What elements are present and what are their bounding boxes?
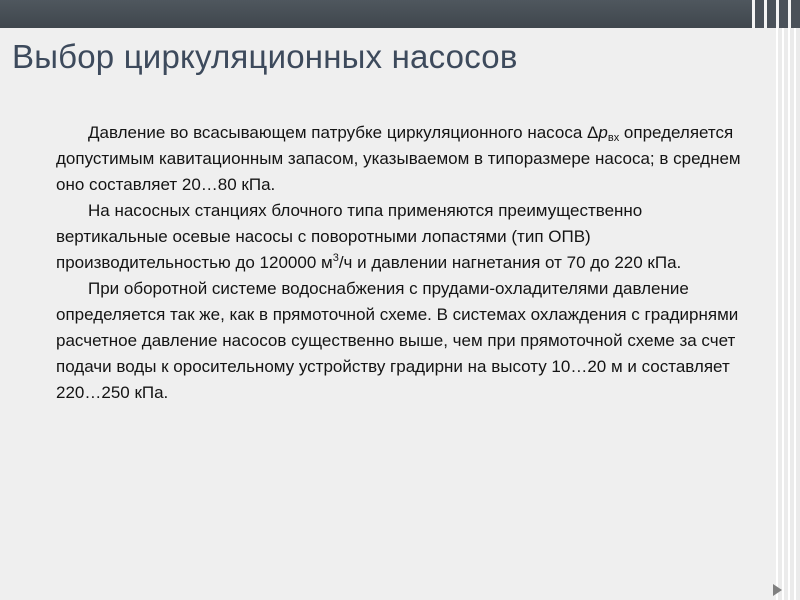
paragraph-text: Давление во всасывающем патрубке циркуляционного насоса Δ [88, 123, 599, 142]
paragraph-block-stations [56, 198, 756, 276]
slide-title: Выбор циркуляционных насосов [12, 38, 518, 75]
unit-superscript: 3 [332, 252, 339, 264]
paragraph-text: определяется допустимым кавитационным запасом, указываемом в типоразмере насоса; в среднем оно составляет 20…80 кПа. [56, 123, 741, 194]
paragraph-text: На насосных станциях блочного типа применяются преимущественно вертикальные осевые насосы с поворотными лопастями (тип ОПВ) производительностью до 120000 м [56, 201, 643, 272]
play-triangle-icon[interactable] [773, 584, 782, 596]
paragraph-text: /ч и давлении нагнетания от 70 до 220 кПа. [338, 253, 682, 272]
paragraph-cooling-systems [56, 276, 756, 406]
pressure-symbol: p [598, 123, 608, 142]
paragraph-suction-pressure [56, 120, 756, 198]
decorative-side-rail [776, 28, 800, 600]
decorative-stripes [752, 0, 800, 28]
top-bar [0, 0, 800, 28]
slide-body [56, 120, 756, 406]
paragraph-text: При оборотной системе водоснабжения с прудами-охладителями давление определяется так же, как в прямоточной схеме. В системах охлаждения с градирнями расчетное давление насосов существенно выше, чем при прямоточной схеме за счет подачи воды к оросительному устройству градирни на высоту 10…20 м и составляет 220…250 кПа. [56, 279, 739, 402]
pressure-subscript: вх [607, 132, 620, 144]
